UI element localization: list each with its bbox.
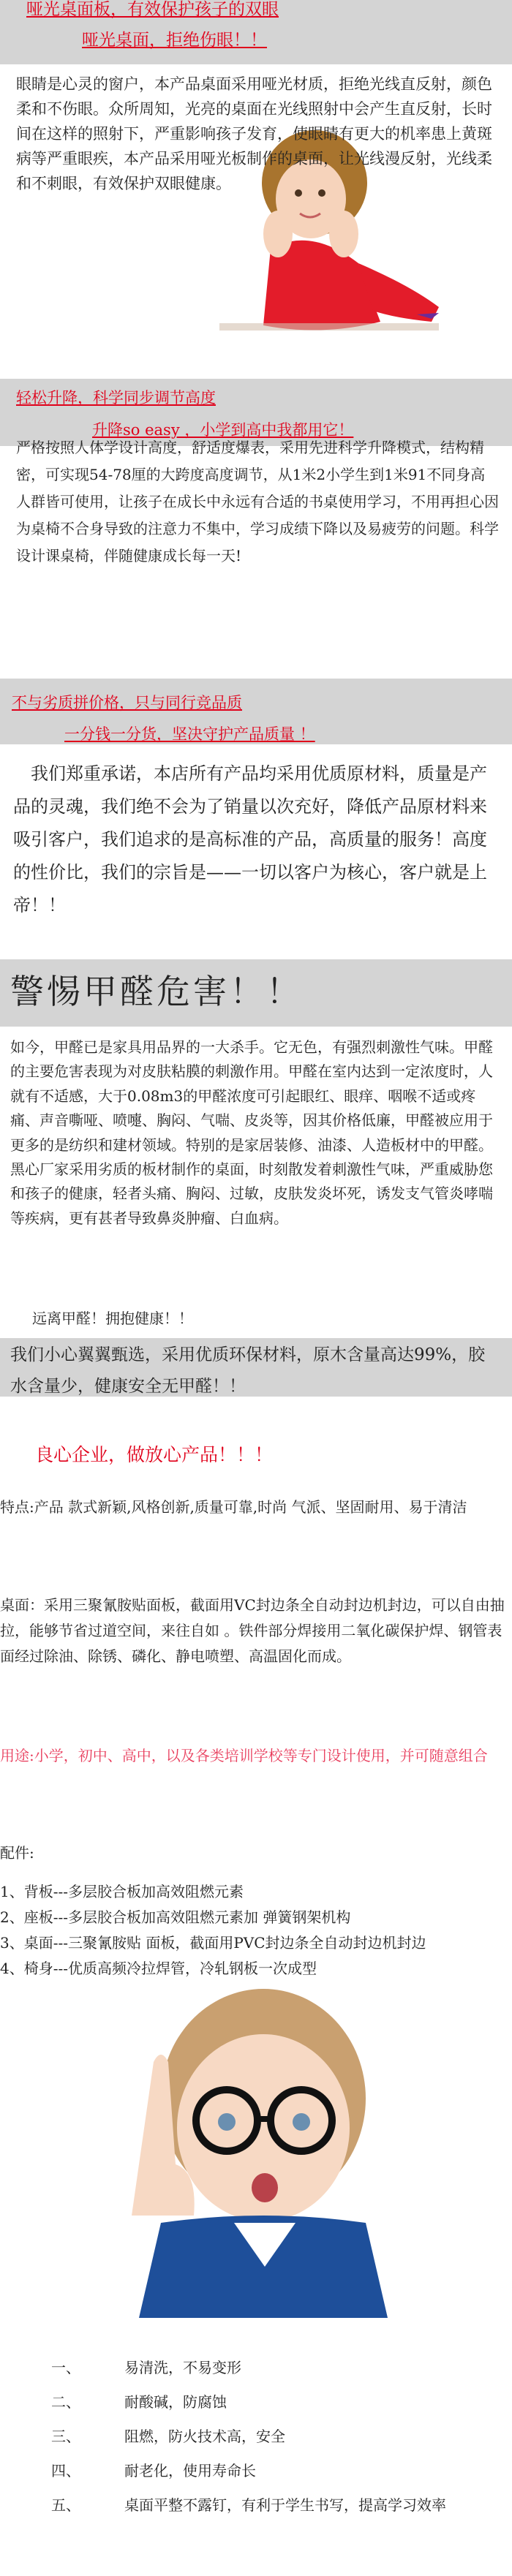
section6-panel-desc: 桌面：采用三聚氰胺贴面板，截面用VC封边条全自动封边机封边，可以自由抽拉，能够节省过道空间，来往自如 。铁件部分焊接用二氧化碳保护焊、钢管表面经过除油、除锈、磷化、静电喷塑、高温固化而成。: [0, 1596, 505, 1665]
section4-title: 警惕甲醛危害！！: [10, 972, 303, 1011]
section2-subtitle: 升降so easy ，小学到高中我都用它！: [92, 421, 354, 439]
benefits-list: [51, 2351, 446, 2523]
benefit-text: 阻燃，防火技术高，安全: [124, 2428, 285, 2445]
section3-paragraph: 我们郑重承诺，本店所有产品均采用优质原材料，质量是产品的灵魂，我们绝不会为了销量以次充好，降低产品原材料来吸引客户，我们追求的是高标准的产品，高质量的服务！高度的性价比，我们的宗旨是——一切以客户为核心，客户就是上帝！！: [13, 763, 487, 916]
section6-usage: 用途:小学，初中、高中，以及各类培训学校等专门设计使用，并可随意组合: [0, 1747, 488, 1764]
parts-list-item: 2、座板---多层胶合板加高效阻燃元素加 弹簧钢架机构: [0, 1908, 351, 1926]
benefit-num: 四、: [51, 2462, 80, 2479]
section3-title: 不与劣质拼价格，只与同行竞品质: [12, 694, 242, 711]
section3-subtitle: 一分钱一分货，坚决守护产品质量 ！: [64, 725, 315, 743]
section4-body: 如今，甲醛已是家具用品界的一大杀手。它无色，有强烈刺激性气味。甲醛的主要危害表现为对皮肤粘膜的刺激作用。甲醛在室内达到一定浓度时，人就有不适感，大于0.08m3的甲醛浓度可引起眼红、眼痒、咽喉不适或疼痛、声音嘶哑、喷嚏、胸闷、气喘、皮炎等，因其价格低廉，甲醛被应用于更多的是纺织和建材领域。特别的是家居装修、油漆、人造板材中的甲醛。黑心厂家采用劣质的板材制作的桌面，时刻散发着刺激性气味，严重威胁您和孩子的健康，轻者头痛、胸闷、过敏，皮肤发炎坏死，诱发支气管炎哮喘等疾病，更有甚者导致鼻炎肿瘤、白血病。: [10, 1038, 493, 1227]
section6-title: 良心企业，做放心产品！！！: [35, 1444, 274, 1465]
parts-list: [0, 1879, 512, 1982]
benefit-text: 耐老化，使用寿命长: [124, 2462, 256, 2479]
benefit-item: [51, 2488, 446, 2523]
parts-title: 配件:: [0, 1844, 34, 1862]
benefit-num: 二、: [51, 2393, 80, 2411]
benefit-num: 一、: [51, 2359, 80, 2376]
benefit-item: [51, 2385, 446, 2420]
section3-body: [13, 758, 500, 923]
section4-slogan: 远离甲醛！拥抱健康！！: [32, 1310, 193, 1327]
benefit-text: 桌面平整不露钉，有利于学生书写，提高学习效率: [124, 2496, 446, 2514]
benefit-num: 三、: [51, 2428, 80, 2445]
benefit-item: [51, 2420, 446, 2454]
benefit-text: 易清洗，不易变形: [124, 2359, 241, 2376]
section2-body: 严格按照人体学设计高度，舒适度爆表，采用先进科学升降模式，结构精密，可实现54-78厘的大跨度高度调节，从1米2小学生到1米91不同身高人群皆可使用，让孩子在成长中永远有合适的书桌使用学习，不用再担心因为桌椅不合身导致的注意力不集中，学习成绩下降以及易疲劳的问题。科学设计课桌椅，伴随健康成长每一天!: [16, 439, 499, 564]
benefit-num: 五、: [51, 2496, 80, 2514]
section1-title: 哑光桌面板，有效保护孩子的双眼: [26, 0, 279, 19]
benefit-text: 耐酸碱，防腐蚀: [124, 2393, 227, 2411]
section1-subtitle: 哑光桌面，拒绝伤眼！！: [82, 31, 267, 50]
parts-list-item: 4、椅身---优质高频冷拉焊管，冷轧钢板一次成型: [0, 1960, 317, 1977]
section1-body: 眼睛是心灵的窗户，本产品桌面采用哑光材质，拒绝光线直反射，颜色柔和不伤眼。众所周知，光亮的桌面在光线照射中会产生直反射，长时间在这样的照射下，严重影响孩子发育，使眼睛有更大的机率患上黄斑病等严重眼疾，本产品采用哑光板制作的桌面，让光线漫反射，光线柔和不刺眼，有效保护双眼健康。: [16, 75, 492, 193]
parts-list-item: 3、桌面---三聚氰胺贴 面板，截面用PVC封边条全自动封边机封边: [0, 1934, 426, 1952]
section6-features: 特点:产品 款式新颖,风格创新,质量可靠,时尚 气派、坚固耐用、易于清洁: [0, 1498, 467, 1516]
benefit-item: [51, 2351, 446, 2385]
benefit-item: [51, 2454, 446, 2488]
section2-title: 轻松升降，科学同步调节高度: [16, 389, 216, 407]
boy-with-glasses-illustration: [73, 1974, 439, 2318]
parts-list-item: 1、背板---多层胶合板加高效阻燃元素: [0, 1883, 244, 1900]
section5-text: 我们小心翼翼甄选，采用优质环保材料，原木含量高达99%，胶水含量少，健康安全无甲醛！！: [10, 1345, 486, 1396]
